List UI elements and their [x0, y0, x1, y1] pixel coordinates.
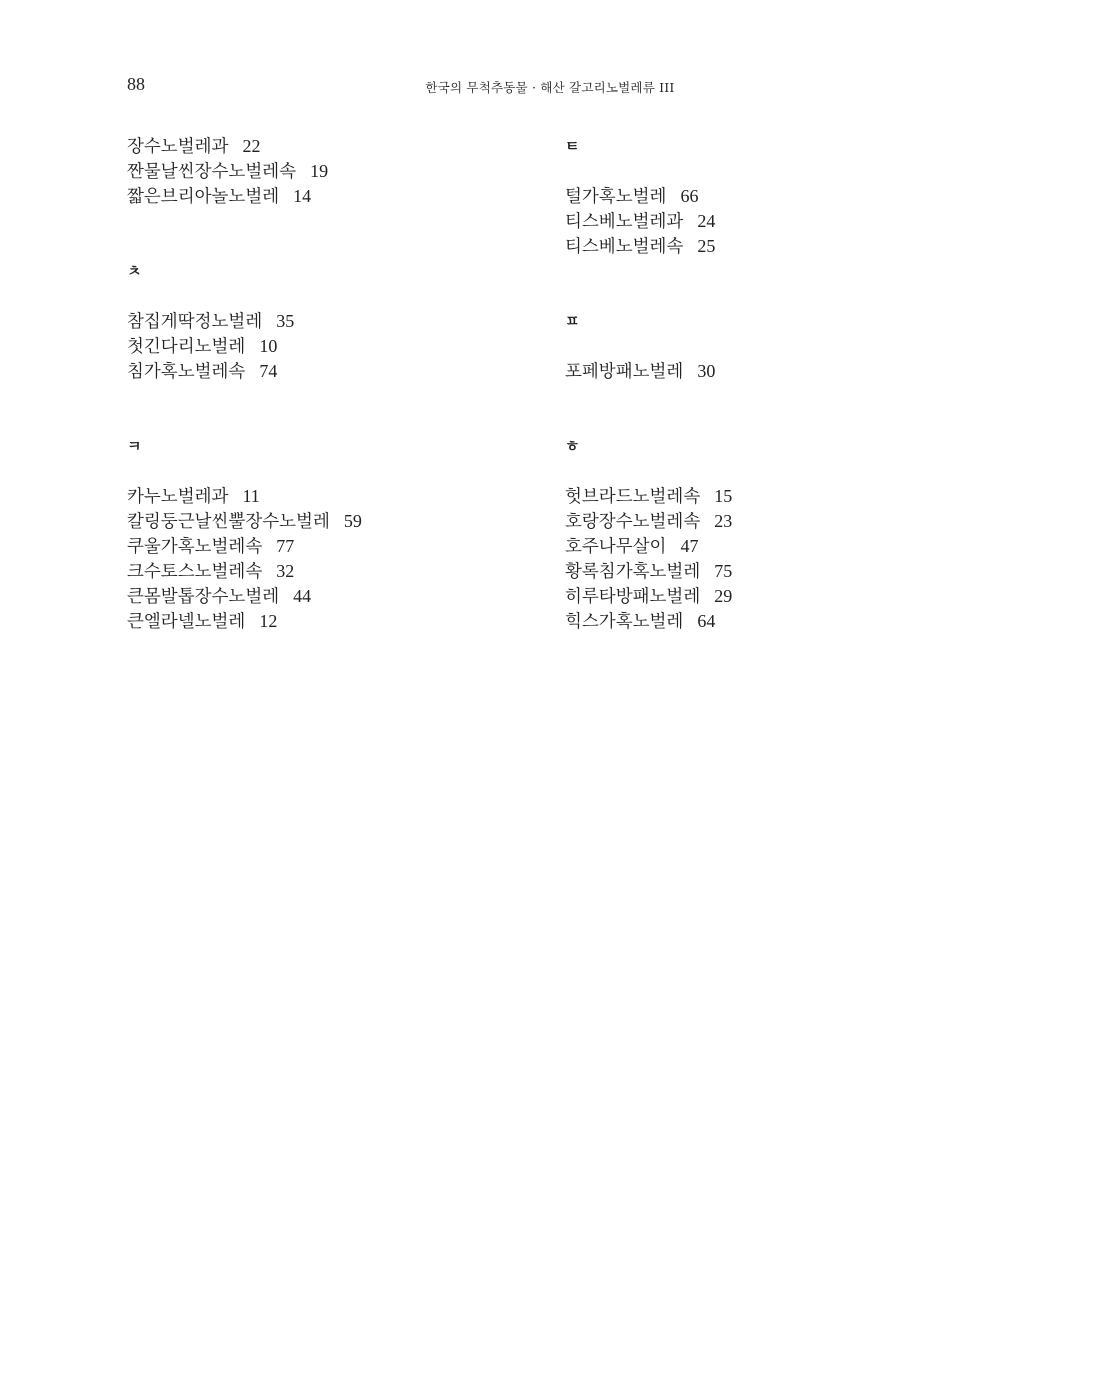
index-entry: [565, 559, 965, 584]
index-page-ref: 10: [259, 336, 278, 356]
index-term: 크수토스노벌레속: [127, 562, 263, 582]
index-entry: [127, 534, 527, 559]
index-entry: [127, 559, 527, 584]
index-term: 쿠울가혹노벌레속: [127, 537, 263, 557]
index-page-ref: 22: [242, 136, 261, 156]
index-term: 히루타방패노벌레: [565, 587, 701, 607]
index-page-ref: 77: [276, 536, 295, 556]
index-entry: [127, 584, 527, 609]
index-term: 포페방패노벌레: [565, 362, 684, 382]
index-term: 티스베노벌레과: [565, 212, 684, 232]
index-section-continued: [127, 134, 527, 209]
index-page-ref: 35: [276, 311, 295, 331]
index-page-ref: 25: [697, 236, 716, 256]
index-entry: [565, 534, 965, 559]
index-entry: [127, 609, 527, 634]
section-heading: ㅊ: [127, 262, 142, 280]
index-term: 큰엘라넬노벌레: [127, 612, 246, 632]
index-page-ref: 29: [714, 586, 733, 606]
index-entry: [565, 184, 965, 209]
index-page-ref: 74: [259, 361, 278, 381]
index-entry: [127, 484, 527, 509]
index-term: 헛브라드노벌레속: [565, 487, 701, 507]
index-page-ref: 15: [714, 486, 733, 506]
index-page-ref: 66: [680, 186, 699, 206]
index-section-tieut: [565, 134, 965, 259]
section-heading: ㅌ: [565, 137, 580, 155]
index-term: 호주나무살이: [565, 537, 667, 557]
index-column-right: [565, 134, 965, 634]
section-heading: ㅍ: [565, 312, 580, 330]
index-section-chieut: [127, 259, 527, 384]
section-heading: ㅎ: [565, 437, 580, 455]
index-page-ref: 14: [293, 186, 312, 206]
index-term: 칼링둥근날씬뿔장수노벌레: [127, 512, 330, 532]
index-section-hieut: [565, 434, 965, 634]
index-term: 털가혹노벌레: [565, 187, 667, 207]
page-number: 88: [127, 74, 145, 94]
index-page-ref: 64: [697, 611, 716, 631]
index-page-ref: 47: [680, 536, 699, 556]
index-term: 황록침가혹노벌레: [565, 562, 701, 582]
index-column-left: [127, 134, 527, 634]
index-term: 카누노벌레과: [127, 487, 229, 507]
index-term: 첫긴다리노벌레: [127, 337, 246, 357]
index-term: 참집게딱정노벌레: [127, 312, 263, 332]
index-page-ref: 30: [697, 361, 716, 381]
index-page-ref: 59: [343, 511, 362, 531]
index-page-ref: 12: [259, 611, 278, 631]
index-page-ref: 24: [697, 211, 716, 231]
index-page-ref: 75: [714, 561, 733, 581]
index-entry: [565, 509, 965, 534]
index-entry: [127, 184, 527, 209]
index-entry: [127, 159, 527, 184]
index-entry: [565, 584, 965, 609]
index-term: 짠물날씬장수노벌레속: [127, 162, 297, 182]
index-entry: [565, 609, 965, 634]
index-entry: [565, 359, 965, 384]
index-page-ref: 44: [293, 586, 312, 606]
index-entry: [565, 209, 965, 234]
index-entry: [127, 334, 527, 359]
index-term: 침가혹노벌레속: [127, 362, 246, 382]
index-term: 호랑장수노벌레속: [565, 512, 701, 532]
index-entry: [565, 234, 965, 259]
running-header: 한국의 무척추동물 · 해산 갈고리노벌레류 III: [425, 80, 675, 95]
section-heading: ㅋ: [127, 437, 142, 455]
index-page-ref: 19: [310, 161, 329, 181]
index-entry: [127, 309, 527, 334]
index-entry: [565, 484, 965, 509]
index-page-ref: 11: [242, 486, 260, 506]
index-term: 큰몸발톱장수노벌레: [127, 587, 280, 607]
index-term: 티스베노벌레속: [565, 237, 684, 257]
index-page-ref: 23: [714, 511, 733, 531]
index-term: 장수노벌레과: [127, 137, 229, 157]
index-page-ref: 32: [276, 561, 295, 581]
index-entry: [127, 359, 527, 384]
index-term: 힉스가혹노벌레: [565, 612, 684, 632]
index-entry: [127, 134, 527, 159]
index-entry: [127, 509, 527, 534]
index-section-pieup: [565, 309, 965, 384]
index-section-kieuk: [127, 434, 527, 634]
index-term: 짧은브리아놀노벌레: [127, 187, 280, 207]
